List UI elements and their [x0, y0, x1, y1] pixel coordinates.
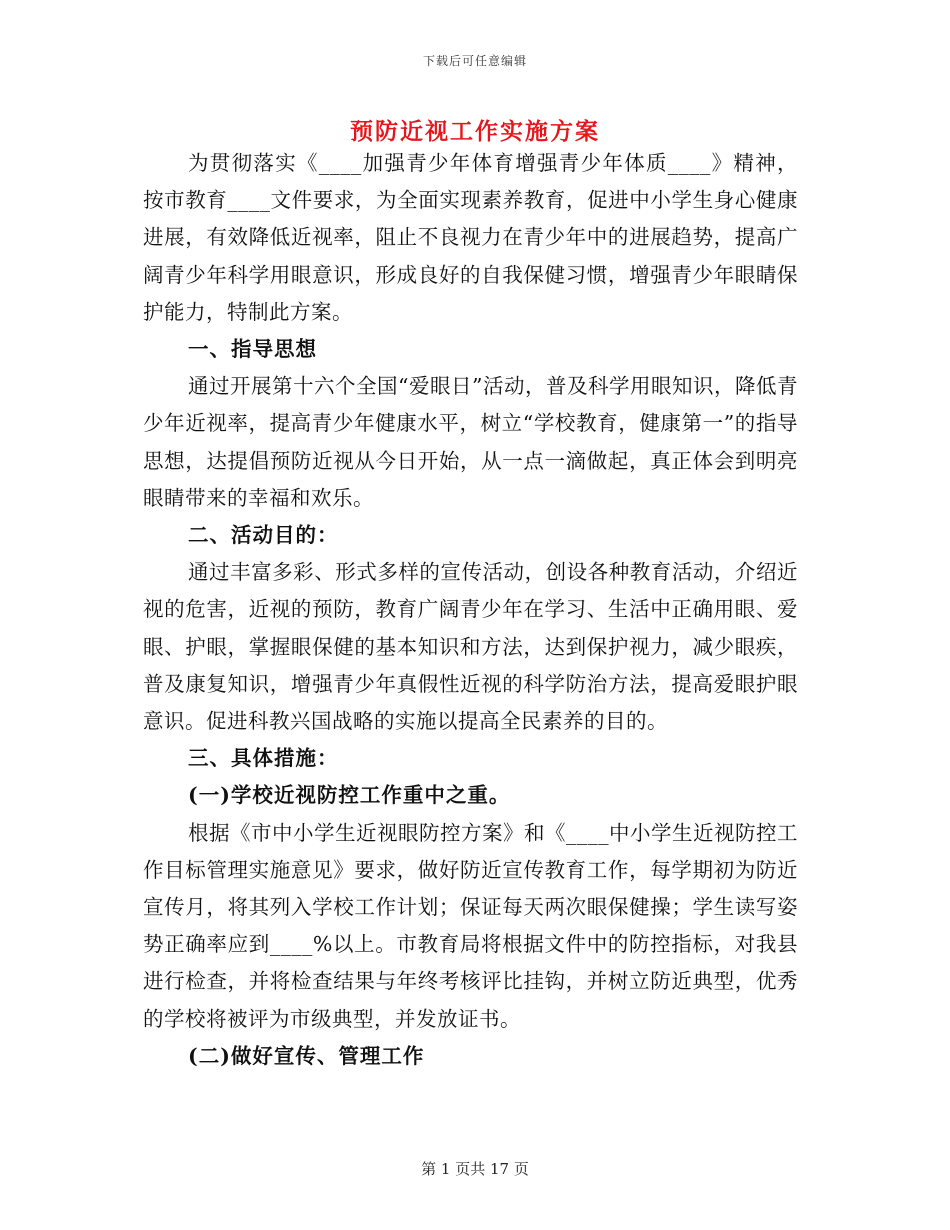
- page-footer-page-number: 第 1 页共 17 页: [421, 1160, 529, 1178]
- measure-heading-school-control: (一)学校近视防控工作重中之重。: [188, 783, 511, 808]
- section-heading-activity-purpose: 二、活动目的：: [188, 523, 339, 548]
- section-paragraph-guiding-ideology: 通过开展第十六个全国“爱眼日”活动，普及科学用眼知识，降低青少年近视率，提高青少年健康水平，树立“学校教育，健康第一”的指导思想，达提倡预防近视从今日开始，从一点一滴做起，真正体会到明亮眼睛带来的幸福和欢乐。: [143, 374, 798, 510]
- intro-paragraph: 为贯彻落实《____加强青少年体育增强青少年体质____》精神，按市教育____文件要求，为全面实现素养教育，促进中小学生身心健康进展，有效降低近视率，阻止不良视力在青少年中的进展趋势，提高广阔青少年科学用眼意识，形成良好的自我保健习惯，增强青少年眼睛保护能力，特制此方案。: [143, 151, 798, 324]
- document-body: [143, 145, 798, 1075]
- document-title: 预防近视工作实施方案: [350, 118, 600, 145]
- page-header-note: 下载后可任意编辑: [422, 54, 527, 68]
- section-paragraph-activity-purpose: 通过丰富多彩、形式多样的宣传活动，创设各种教育活动，介绍近视的危害，近视的预防，教育广阔青少年在学习、生活中正确用眼、爱眼、护眼，掌握眼保健的基本知识和方法，达到保护视力，减少眼疾，普及康复知识，增强青少年真假性近视的科学防治方法，提高爱眼护眼意识。促进科教兴国战略的实施以提高全民素养的目的。: [143, 560, 798, 734]
- section-heading-specific-measures: 三、具体措施：: [188, 746, 339, 771]
- measure-paragraph-school-control: 根据《市中小学生近视眼防控方案》和《____中小学生近视防控工作目标管理实施意见》要求，做好防近宣传教育工作，每学期初为防近宣传月，将其列入学校工作计划；保证每天两次眼保健操；学生读写姿势正确率应到____%以上。市教育局将根据文件中的防控指标，对我县进行检查，并将检查结果与年终考核评比挂钩，并树立防近典型，优秀的学校将被评为市级典型，并发放证书。: [143, 820, 798, 1031]
- section-heading-guiding-ideology: 一、指导思想: [188, 337, 317, 362]
- measure-heading-publicity-management: (二)做好宣传、管理工作: [188, 1043, 425, 1068]
